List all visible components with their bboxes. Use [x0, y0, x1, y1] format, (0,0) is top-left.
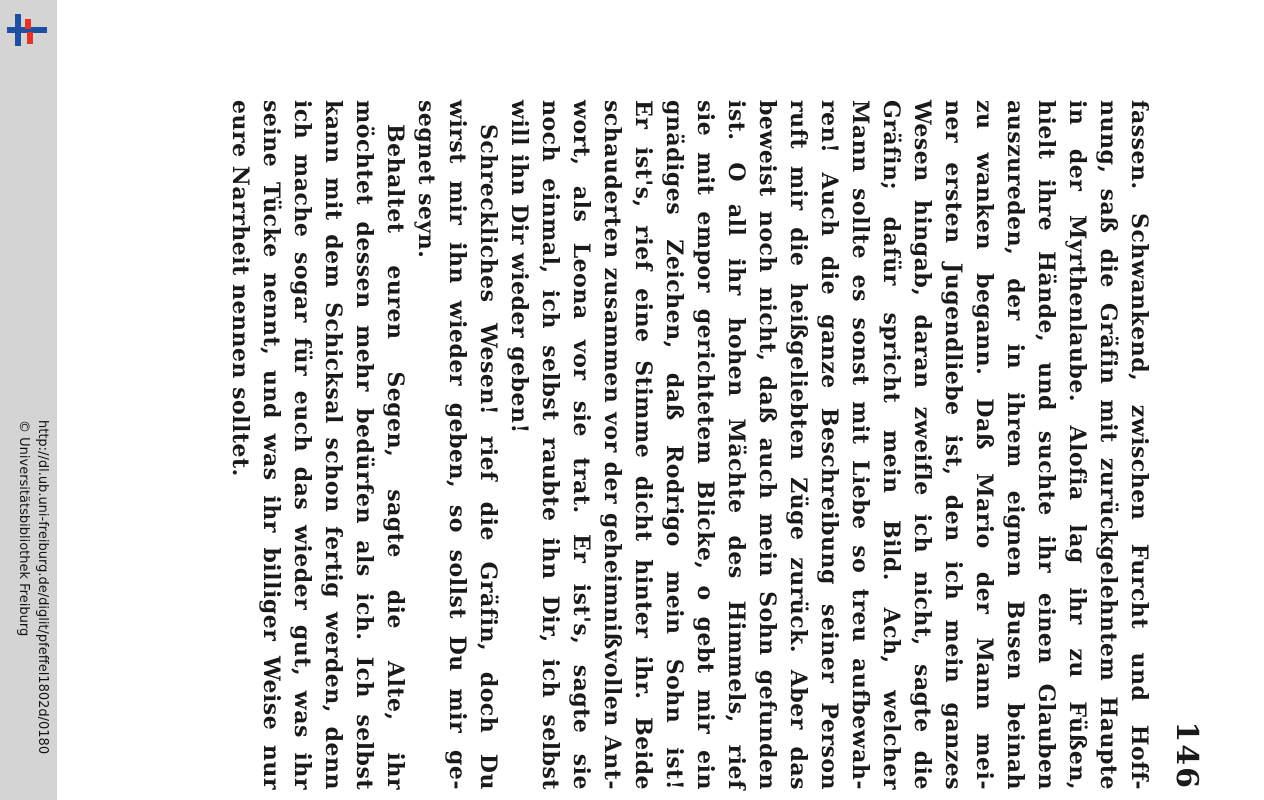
text-line: ruft mir die heißgeliebten Züge zurück. Aber das: [785, 100, 811, 790]
text-line: ren! Auch die ganze Beschreibung seiner Person: [816, 100, 842, 790]
text-line: Er ist's, rief eine Stimme dicht hinter ihr. Beide: [630, 100, 656, 790]
text-line: schauderten zusammen vor der geheimnißvollen Ant-: [599, 100, 625, 790]
text-line: beweist noch nicht, daß auch mein Sohn gefunden: [754, 100, 780, 790]
text-line: möchtet dessen mehr bedürfen als ich. Ich selbst: [351, 100, 377, 790]
page-number: 146: [1169, 721, 1204, 790]
permalink-url[interactable]: http://dl.ub.uni-freiburg.de/diglit/pfeffel1802d/0180: [35, 420, 50, 755]
text-line: ist. O all ihr hohen Mächte des Himmels, rief: [723, 100, 749, 790]
text-line: ich mache sogar für euch das wieder gut, was ihr: [289, 100, 315, 790]
text-line: wort, als Leona vor sie trat. Er ist's, sagte sie: [568, 100, 594, 790]
scanned-page: [140, 100, 1210, 790]
text-line: kann mit dem Schicksal schon fertig werden, denn: [320, 100, 346, 790]
text-line: eure Narrheit nennen solltet.: [227, 100, 253, 477]
text-line: Mann sollte es sonst mit Liebe so treu aufbewah-: [847, 100, 873, 790]
text-line: seine Tücke nennt, und was ihr billiger Weise nur: [258, 100, 284, 790]
text-line: Wesen hingab, daran zweifle ich nicht, sagte die: [909, 100, 935, 790]
text-line: ner ersten Jugendliebe ist, den ich mein ganzes: [940, 100, 966, 790]
text-line: Behaltet euren Segen, sagte die Alte, ihr: [382, 124, 408, 790]
copyright-notice: © Universitätsbibliothek Freiburg: [16, 420, 31, 637]
text-line: in der Myrthenlaube. Alofia lag ihr zu Füßen,: [1064, 100, 1090, 790]
text-line: hielt ihre Hände, und suchte ihr einen Glauben: [1033, 100, 1059, 790]
page-text: [224, 100, 1154, 790]
credits-text: [4, 420, 52, 800]
text-line: nung, saß die Gräfin mit zurückgelehntem Haupte: [1095, 100, 1121, 790]
text-line: sie mit empor gerichtetem Blicke, o gebt mir ein: [692, 100, 718, 790]
text-line: noch einmal, ich selbst raubte ihn Dir, ich selbst: [537, 100, 563, 790]
text-line: gnädiges Zeichen, daß Rodrigo mein Sohn ist!: [661, 100, 687, 790]
text-line: will ihn Dir wieder geben!: [506, 100, 532, 434]
viewer-sidebar: [0, 0, 57, 800]
text-line: auszureden, der in ihrem eignen Busen beinah: [1002, 100, 1028, 790]
university-library-logo-icon: [5, 10, 49, 50]
text-line: Schreckliches Wesen! rief die Gräfin, doch Du: [475, 124, 501, 790]
text-line: fassen. Schwankend, zwischen Furcht und Hoff-: [1126, 100, 1152, 790]
text-line: zu wanken begann. Daß Mario der Mann mei-: [971, 100, 997, 790]
text-line: Gräfin; dafür spricht mein Bild. Ach, welcher: [878, 100, 904, 790]
text-line: segnet seyn.: [413, 100, 439, 259]
text-line: wirst mir ihn wieder geben, so sollst Du mir ge-: [444, 100, 470, 790]
